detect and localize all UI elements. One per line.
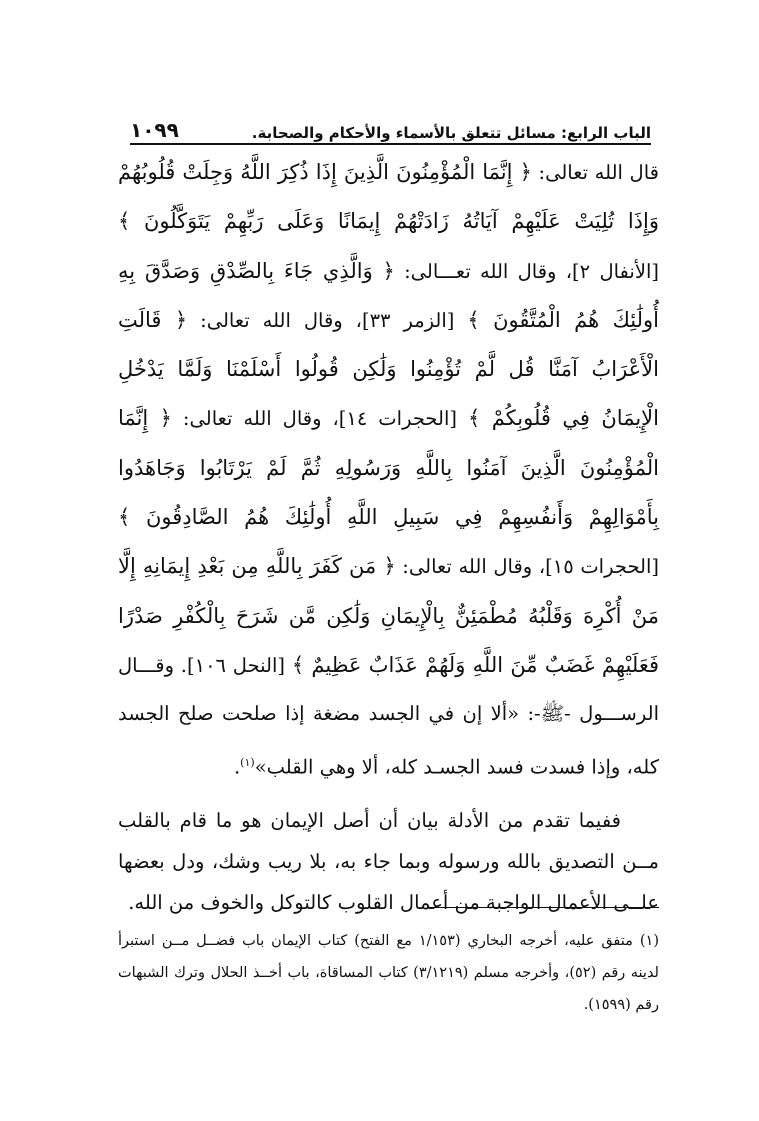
header-divider	[130, 143, 651, 145]
main-text	[118, 148, 659, 923]
prose-segment: قال الله تعالى:	[531, 161, 659, 184]
page-number: ١٠٩٩	[130, 118, 179, 142]
paragraph-evidence	[118, 148, 659, 791]
quran-verse-zumar: ﴿ وَالَّذِي جَاءَ بِالصِّدْقِ وَصَدَّقَ بِهِ أُولَٰئِكَ هُمُ الْمُتَّقُونَ ﴾	[118, 258, 660, 332]
prose-segment: [الأنفال ٢]، وقال الله تعـــالى:	[394, 259, 659, 283]
prose-segment: [الزمر ٣٣]، وقال الله تعالى:	[187, 308, 468, 332]
prose-segment: [الحجرات ١٤]، وقال الله تعالى:	[171, 407, 468, 431]
quran-verse-hujurat-15: ﴿ إِنَّمَا الْمُؤْمِنُونَ الَّذِينَ آمَنُوا بِاللَّهِ وَرَسُولِهِ ثُمَّ لَمْ يَرْتَابُوا وَجَاهَدُوا بِأَمْوَالِهِمْ وَأَنفُسِهِمْ فِي سَبِيلِ اللَّهِ أُولَٰئِكَ هُمُ الصَّادِقُونَ ﴾	[118, 406, 659, 530]
chapter-title: الباب الرابع: مسائل تتعلق بالأسماء والأحكام والصحابة.	[251, 124, 651, 142]
paragraph-conclusion: ففيما تقدم من الأدلة بيان أن أصل الإيمان هو ما قام بالقلب مــن التصديق بالله ورسوله وبما جاء به، بلا ريب وشك، ودل بعضها علــى الأعمال الواجبة من أعمال القلوب كالتوكل والخوف من الله.	[118, 809, 659, 915]
hadith-text: [النحل ١٠٦]. وقـــال الرســـول -ﷺ-: «ألا إن في الجسد مضغة إذا صلحت صلح الجسد كله، وإذا فسدت فسد الجسـد كله، ألا وهي القلب»	[118, 653, 659, 779]
running-header	[130, 112, 651, 142]
prose-segment: [الحجرات ١٥]، وقال الله تعالى:	[395, 555, 660, 579]
footnote	[118, 925, 659, 1021]
quran-verse-hujurat-14: ﴿ قَالَتِ الْأَعْرَابُ آمَنَّا قُل لَّمْ تُؤْمِنُوا وَلَٰكِن قُولُوا أَسْلَمْنَا وَلَمَّا يَدْخُلِ الْإِيمَانُ فِي قُلُوبِكُمْ ﴾	[118, 307, 659, 431]
quran-verse-anfal: ﴿ إِنَّمَا الْمُؤْمِنُونَ الَّذِينَ إِذَا ذُكِرَ اللَّهُ وَجِلَتْ قُلُوبُهُمْ وَإِذَا تُلِيَتْ عَلَيْهِمْ آيَاتُهُ زَادَتْهُمْ إِيمَانًا وَعَلَى رَبِّهِمْ يَتَوَكَّلُونَ ﴾	[118, 160, 659, 234]
prose-segment: .	[233, 755, 241, 779]
footnote-text: (١) متفق عليه، أخرجه البخاري (١/١٥٣ مع الفتح) كتاب الإيمان باب فضــل مــن استبرأ لدينه رقم (٥٢)، وأخرجه مسلم (٣/١٢١٩) كتاب المساقاة، باب أخــذ الحلال وترك الشبهات رقم (١٥٩٩).	[118, 933, 659, 1013]
footnote-divider	[429, 907, 659, 908]
quran-verse-nahl: ﴿ مَن كَفَرَ بِاللَّهِ مِن بَعْدِ إِيمَانِهِ إِلَّا مَنْ أُكْرِهَ وَقَلْبُهُ مُطْمَئِنٌّ بِالْإِيمَانِ وَلَٰكِن مَّن شَرَحَ بِالْكُفْرِ صَدْرًا فَعَلَيْهِمْ غَضَبٌ مِّنَ اللَّهِ وَلَهُمْ عَذَابٌ عَظِيمٌ ﴾	[118, 554, 660, 677]
footnote-reference: (١)	[240, 755, 255, 769]
